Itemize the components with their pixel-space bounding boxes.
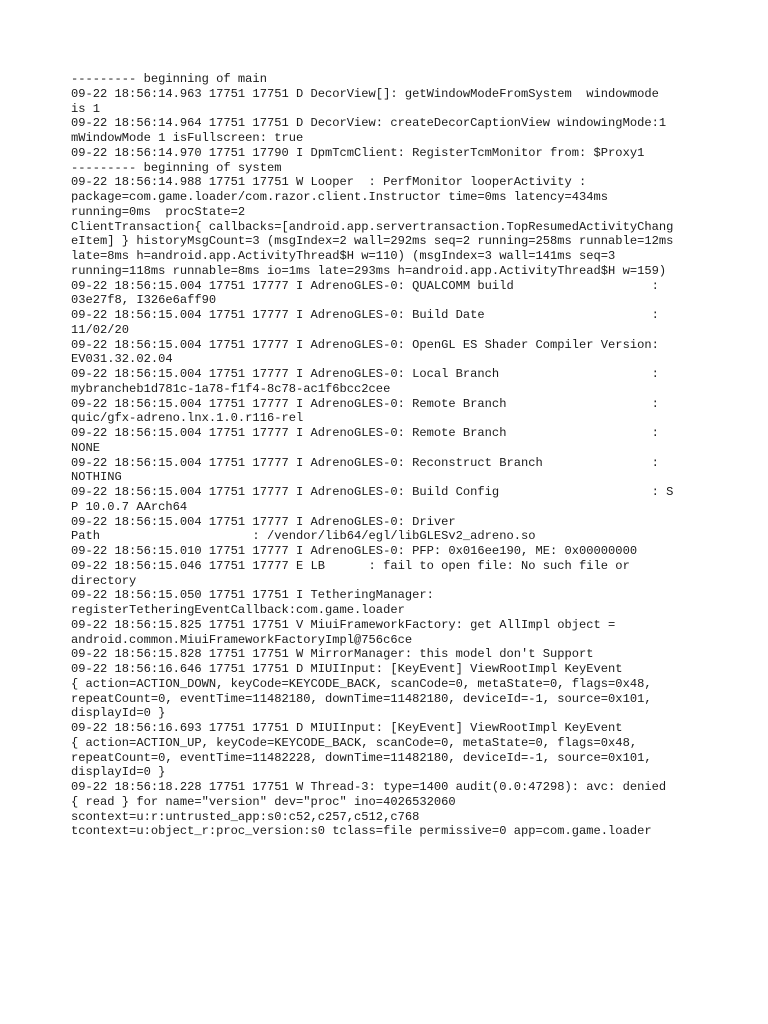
log-text-block [71, 72, 711, 839]
log-line: --------- beginning of main [71, 72, 267, 86]
log-line: NOTHING [71, 470, 122, 485]
log-line: running=118ms runnable=8ms io=1ms late=293ms h=android.app.ActivityThread$H w=159) [71, 263, 667, 278]
log-line: directory [71, 573, 137, 588]
log-line: 09-22 18:56:15.828 17751 17751 W MirrorManager: this model don't Support [71, 647, 594, 662]
log-line: 11/02/20 [71, 322, 130, 337]
log-line: { action=ACTION_UP, keyCode=KEYCODE_BACK, scanCode=0, metaState=0, flags=0x48, [71, 735, 638, 750]
log-line: 09-22 18:56:18.228 17751 17751 W Thread-3: type=1400 audit(0.0:47298): avc: denied [71, 780, 667, 794]
log-line: { read } for name="version" dev="proc" ino=4026532060 [71, 794, 456, 809]
log-line: running=0ms procState=2 [71, 204, 246, 219]
log-line: eItem] } historyMsgCount=3 (msgIndex=2 wall=292ms seq=2 running=258ms runnable=12ms [71, 234, 674, 249]
log-line: P 10.0.7 AArch64 [71, 499, 188, 514]
log-line: 09-22 18:56:15.004 17751 17777 I AdrenoGLES-0: Remote Branch : [71, 426, 659, 440]
log-line: quic/gfx-adreno.lnx.1.0.r116-rel [71, 411, 304, 426]
log-line: 09-22 18:56:14.964 17751 17751 D DecorView: createDecorCaptionView windowingMode:1 [71, 116, 667, 131]
log-line: registerTetheringEventCallback:com.game.loader [71, 603, 405, 617]
log-line: 09-22 18:56:14.988 17751 17751 W Looper : PerfMonitor looperActivity : [71, 175, 587, 190]
log-line: mWindowMode 1 isFullscreen: true [71, 131, 304, 145]
log-line: mybrancheb1d781c-1a78-f1f4-8c78-ac1f6bcc2cee [71, 381, 391, 396]
log-line: EV031.32.02.04 [71, 352, 173, 367]
log-line: 09-22 18:56:15.004 17751 17777 I AdrenoGLES-0: Driver [71, 514, 456, 529]
log-line: Path : /vendor/lib64/egl/libGLESv2_adreno.so [71, 529, 536, 544]
log-line: 09-22 18:56:15.004 17751 17777 I AdrenoGLES-0: Reconstruct Branch : [71, 455, 659, 470]
log-line: 09-22 18:56:15.004 17751 17777 I AdrenoGLES-0: Local Branch : [71, 367, 659, 381]
log-line: late=8ms h=android.app.ActivityThread$H w=110) (msgIndex=3 wall=141ms seq=3 [71, 249, 616, 263]
log-line: NONE [71, 440, 101, 455]
log-line: 09-22 18:56:15.010 17751 17777 I AdrenoGLES-0: PFP: 0x016ee190, ME: 0x00000000 [71, 544, 638, 558]
log-line: scontext=u:r:untrusted_app:s0:c52,c257,c512,c768 [71, 809, 420, 824]
log-line: tcontext=u:object_r:proc_version:s0 tclass=file permissive=0 app=com.game.loader [71, 824, 652, 839]
log-line: displayId=0 } [71, 706, 166, 721]
log-line: repeatCount=0, eventTime=11482228, downTime=11482180, deviceId=-1, source=0x101, [71, 750, 652, 765]
log-line: 09-22 18:56:15.050 17751 17751 I TetheringManager: [71, 588, 434, 603]
log-line: displayId=0 } [71, 765, 166, 780]
log-line: 09-22 18:56:15.004 17751 17777 I AdrenoGLES-0: Build Date : [71, 308, 659, 322]
log-line: package=com.game.loader/com.razor.client.Instructor time=0ms latency=434ms [71, 190, 609, 204]
log-line: 09-22 18:56:15.004 17751 17777 I AdrenoGLES-0: OpenGL ES Shader Compiler Version: [71, 337, 659, 352]
log-line: ClientTransaction{ callbacks=[android.app.servertransaction.TopResumedActivityChang [71, 219, 674, 234]
log-line: repeatCount=0, eventTime=11482180, downTime=11482180, deviceId=-1, source=0x101, [71, 691, 652, 706]
log-line: 09-22 18:56:16.693 17751 17751 D MIUIInput: [KeyEvent] ViewRootImpl KeyEvent [71, 721, 623, 735]
log-line: 09-22 18:56:15.004 17751 17777 I AdrenoGLES-0: Build Config : S [71, 485, 674, 499]
log-line: 09-22 18:56:14.970 17751 17790 I DpmTcmClient: RegisterTcmMonitor from: $Proxy1 [71, 145, 645, 160]
log-line: 09-22 18:56:14.963 17751 17751 D DecorView[]: getWindowModeFromSystem windowmode [71, 86, 659, 101]
log-line: android.common.MiuiFrameworkFactoryImpl@756c6ce [71, 632, 413, 647]
log-line: 09-22 18:56:15.004 17751 17777 I AdrenoGLES-0: QUALCOMM build : [71, 278, 659, 293]
log-line: is 1 [71, 101, 101, 116]
log-line: 09-22 18:56:15.825 17751 17751 V MiuiFrameworkFactory: get AllImpl object = [71, 617, 616, 632]
log-line: { action=ACTION_DOWN, keyCode=KEYCODE_BACK, scanCode=0, metaState=0, flags=0x48, [71, 676, 652, 691]
log-line: --------- beginning of system [71, 160, 282, 175]
log-line: 03e27f8, I326e6aff90 [71, 293, 217, 308]
log-line: 09-22 18:56:15.046 17751 17777 E LB : fail to open file: No such file or [71, 558, 630, 573]
log-line: 09-22 18:56:15.004 17751 17777 I AdrenoGLES-0: Remote Branch : [71, 396, 659, 411]
log-line: 09-22 18:56:16.646 17751 17751 D MIUIInput: [KeyEvent] ViewRootImpl KeyEvent [71, 662, 623, 676]
